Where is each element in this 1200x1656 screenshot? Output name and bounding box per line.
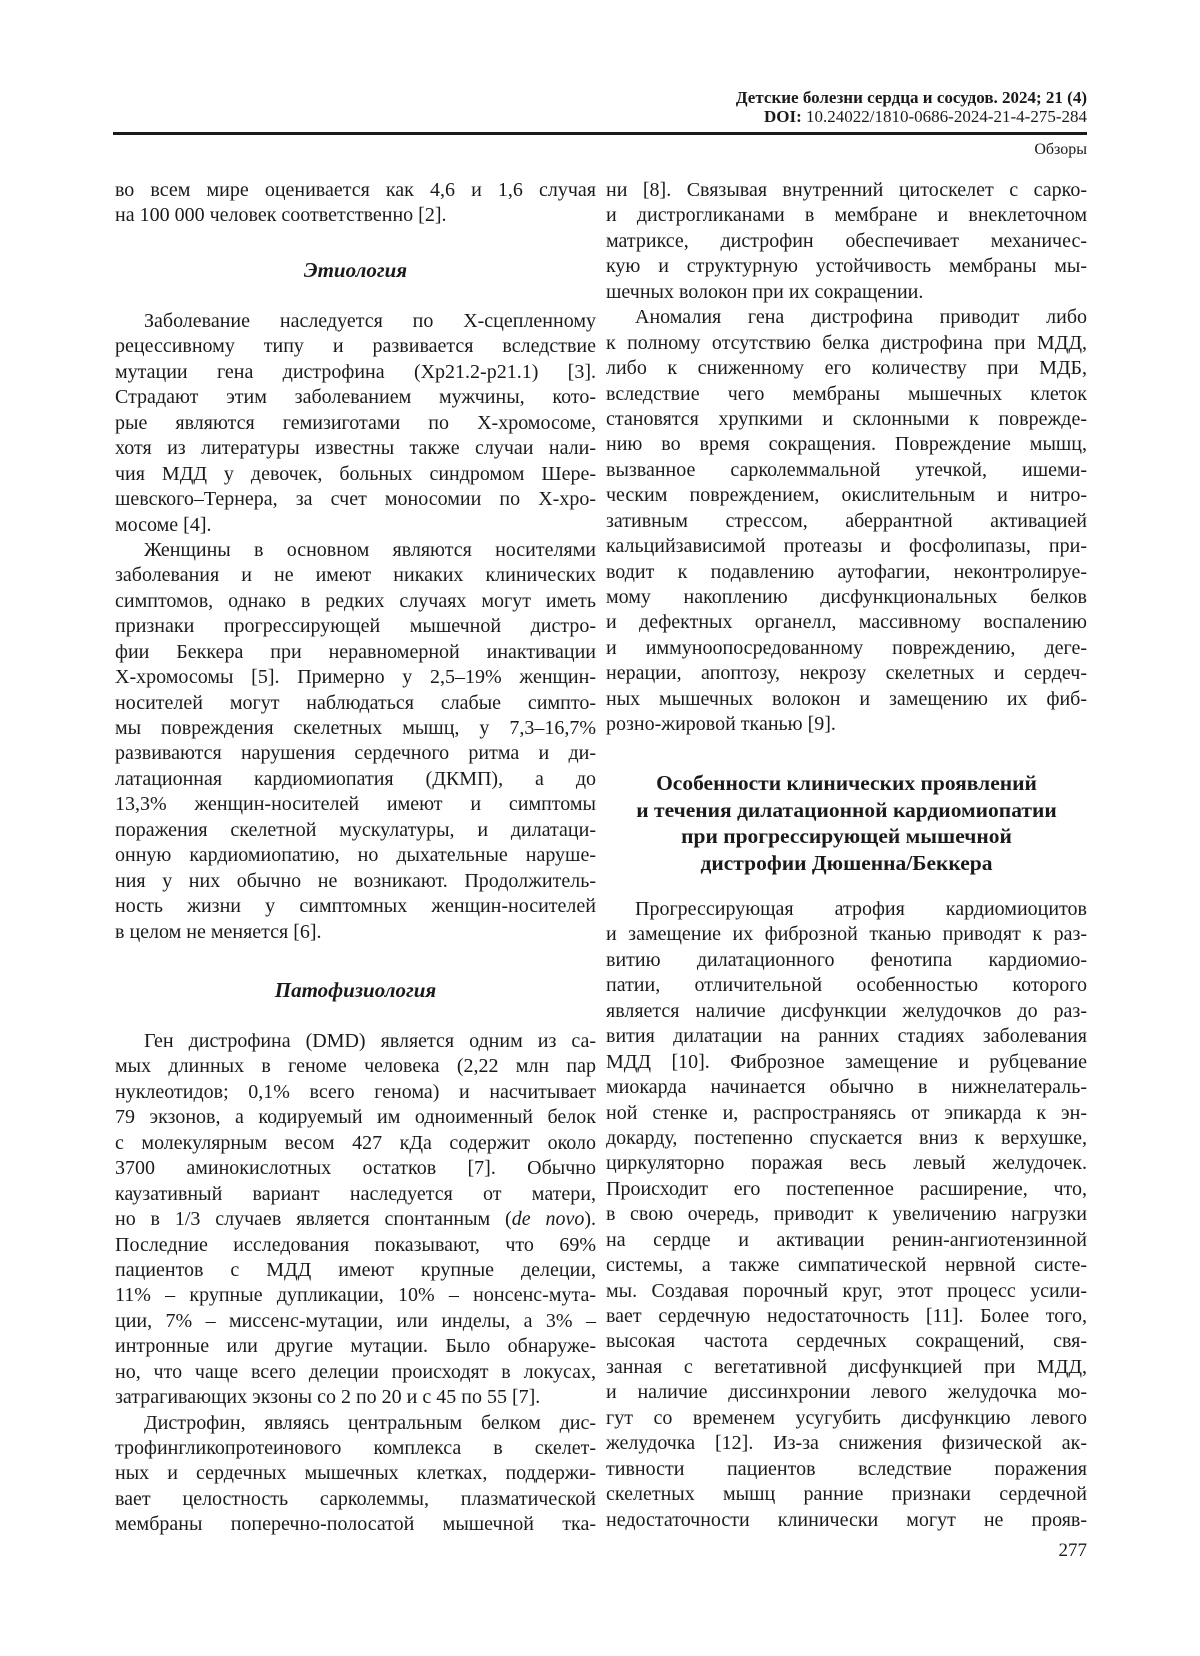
text-line: к полному отсутствию белка дистрофина при МДД, (606, 331, 1087, 356)
text-line: пациентов с МДД имеют крупные делеции, (115, 1258, 596, 1283)
text-line: МДД [10]. Фиброзное замещение и рубцевание (606, 1050, 1087, 1075)
text-line: тивности пациентов вследствие поражения (606, 1457, 1087, 1482)
text-line: Заболевание наследуется по Х-сцепленному (115, 309, 596, 334)
text-line: розно-жировой тканью [9]. (606, 712, 1087, 737)
text-line: поражения скелетной мускулатуры, и дилатаци- (115, 818, 596, 843)
text-line: рецессивному типу и развивается вследствие (115, 334, 596, 359)
text-line: интронные или другие мутации. Было обнаруже- (115, 1334, 596, 1359)
text-line: на 100 000 человек соответственно [2]. (115, 203, 596, 228)
text-segment: но в 1/3 случаев является спонтанным ( (115, 1208, 512, 1230)
text-line: трофингликопротеинового комплекса в скелет- (115, 1436, 596, 1461)
text-line: ния у них обычно не возникают. Продолжитель- (115, 869, 596, 894)
text-line: патии, отличительной особенностью которого (606, 973, 1087, 998)
text-line: нерации, апоптозу, некрозу скелетных и сердеч- (606, 661, 1087, 686)
text-line: Х-хромосомы [5]. Примерно у 2,5–19% женщин- (115, 665, 596, 690)
text-line: и замещение их фиброзной тканью приводят к раз- (606, 922, 1087, 947)
text-line: Ген дистрофина (DMD) является одним из са- (115, 1029, 596, 1054)
text-line: кальцийзависимой протеазы и фосфолипазы, при- (606, 534, 1087, 559)
text-line: затрагивающих экзоны со 2 по 20 и с 45 по 55 [7]. (115, 1385, 596, 1410)
section-heading-clinical (606, 770, 1087, 876)
text-line: ных и сердечных мышечных клетках, поддержи- (115, 1461, 596, 1486)
section-heading-etiology: Этиология (115, 257, 596, 283)
text-line: является наличие дисфункции желудочков до раз- (606, 999, 1087, 1024)
text-line: докарду, постепенно спускается вниз к верхушке, (606, 1126, 1087, 1151)
paragraph (115, 309, 596, 538)
text-line: мы. Создавая порочный круг, этот процесс усили- (606, 1279, 1087, 1304)
text-line: нуклеотидов; 0,1% всего генома) и насчитывает (115, 1080, 596, 1105)
text-line: недостаточности клинически могут не прояв- (606, 1508, 1087, 1533)
text-line: шевского–Тернера, за счет моносомии по Х-хро- (115, 487, 596, 512)
text-line: Прогрессирующая атрофия кардиомиоцитов (606, 897, 1087, 922)
section-heading-pathophysiology: Патофизиология (115, 977, 596, 1003)
paragraph (115, 538, 596, 945)
section-label: Обзоры (1034, 141, 1087, 159)
text-line: зативным стрессом, аберрантной активацией (606, 509, 1087, 534)
heading-line: и течения дилатационной кардиомиопатии (606, 797, 1087, 824)
text-line: каузативный вариант наследуется от матери, (115, 1182, 596, 1207)
text-line: Аномалия гена дистрофина приводит либо (606, 305, 1087, 330)
text-line: латационная кардиомиопатия (ДКМП), а до (115, 767, 596, 792)
text-line: становятся хрупкими и склонными к поврежде- (606, 407, 1087, 432)
page-number: 277 (1059, 1540, 1088, 1562)
text-line: ни [8]. Связывая внутренний цитоскелет с сарко- (606, 178, 1087, 203)
paragraph (606, 305, 1087, 737)
text-line: в свою очередь, приводит к увеличению нагрузки (606, 1202, 1087, 1227)
text-line: Страдают этим заболеванием мужчины, кото- (115, 385, 596, 410)
text-line: мы повреждения скелетных мышц, у 7,3–16,7% (115, 716, 596, 741)
text-line: в целом не меняется [6]. (115, 920, 596, 945)
text-line: с молекулярным весом 427 кДа содержит около (115, 1131, 596, 1156)
text-line: желудочка [12]. Из-за снижения физической ак- (606, 1431, 1087, 1456)
text-line: 13,3% женщин-носителей имеют и симптомы (115, 792, 596, 817)
header-rule (113, 132, 1087, 135)
paragraph (115, 1029, 596, 1411)
text-line: вает целостность сарколеммы, плазматической (115, 1487, 596, 1512)
text-line: ной стенке и, распространяясь от эпикарда к эн- (606, 1101, 1087, 1126)
text-line: вследствие чего мембраны мышечных клеток (606, 382, 1087, 407)
text-line: 3700 аминокислотных остатков [7]. Обычно (115, 1156, 596, 1181)
text-line: мых длинных в геноме человека (2,22 млн пар (115, 1054, 596, 1079)
text-line: вает сердечную недостаточность [11]. Более того, (606, 1304, 1087, 1329)
paragraphs-pathophysiology (115, 1029, 596, 1538)
text-line: мутации гена дистрофина (Xp21.2-p21.1) [3]. (115, 360, 596, 385)
paragraphs-clinical (606, 897, 1087, 1533)
doi-label: DOI: (764, 107, 802, 126)
doi-line (764, 107, 1087, 126)
text-line: скелетных мышц ранние признаки сердечной (606, 1482, 1087, 1507)
text-line (115, 1207, 596, 1232)
paragraph (606, 897, 1087, 1533)
text-line: матриксе, дистрофин обеспечивает механичес- (606, 229, 1087, 254)
text-line: вызванное сарколеммальной утечкой, ишеми- (606, 458, 1087, 483)
paragraph (115, 178, 596, 229)
text-line: во всем мире оценивается как 4,6 и 1,6 случая (115, 178, 596, 203)
paragraph (115, 1411, 596, 1538)
text-line: 79 экзонов, а кодируемый им одноименный белок (115, 1105, 596, 1130)
text-line: чия МДД у девочек, больных синдромом Шере- (115, 462, 596, 487)
text-line: фии Беккера при неравномерной инактивации (115, 640, 596, 665)
text-line: мому накоплению дисфункциональных белков (606, 585, 1087, 610)
text-line: высокая частота сердечных сокращений, свя- (606, 1329, 1087, 1354)
text-line: либо к сниженному его количеству при МДБ, (606, 356, 1087, 381)
paragraphs-continued (606, 178, 1087, 738)
text-line: развиваются нарушения сердечного ритма и ди- (115, 741, 596, 766)
text-line: носителей могут наблюдаться слабые симпто- (115, 691, 596, 716)
text-line: хотя из литературы известны также случаи нали- (115, 436, 596, 461)
text-line: и иммуноопосредованному повреждению, деге- (606, 636, 1087, 661)
text-line: занная с вегетативной дисфункцией при МДД, (606, 1355, 1087, 1380)
text-line: Дистрофин, являясь центральным белком дис- (115, 1411, 596, 1436)
text-line: водит к подавлению аутофагии, неконтролируе- (606, 560, 1087, 585)
text-line: гут со временем усугубить дисфункцию левого (606, 1406, 1087, 1431)
text-line: Последние исследования показывают, что 69% (115, 1233, 596, 1258)
text-line: Женщины в основном являются носителями (115, 538, 596, 563)
text-line: заболевания и не имеют никаких клинических (115, 563, 596, 588)
text-line: ции, 7% – миссенс-мутации, или инделы, а 3% – (115, 1309, 596, 1334)
text-segment: ). (584, 1208, 596, 1230)
heading-line: Особенности клинических проявлений (606, 770, 1087, 797)
text-line: и наличие диссинхронии левого желудочка мо- (606, 1380, 1087, 1405)
text-line: 11% – крупные дупликации, 10% – нонсенс-мута- (115, 1283, 596, 1308)
text-line: мосоме [4]. (115, 513, 596, 538)
text-line: рые являются гемизиготами по Х-хромосоме, (115, 411, 596, 436)
text-line: циркуляторно поражая весь левый желудочек. (606, 1151, 1087, 1176)
heading-line: дистрофии Дюшенна/Беккера (606, 850, 1087, 877)
text-line: ность жизни у симптомных женщин-носителей (115, 894, 596, 919)
text-line: шечных волокон при их сокращении. (606, 280, 1087, 305)
paragraph (606, 178, 1087, 305)
text-line: нию во время сокращения. Повреждение мышц, (606, 432, 1087, 457)
paragraphs-etiology (115, 309, 596, 945)
text-line: на сердце и активации ренин-ангиотензинной (606, 1228, 1087, 1253)
journal-title: Детские болезни сердца и сосудов. 2024; 21 (4) (736, 88, 1087, 107)
italic-text: de novo (512, 1208, 585, 1230)
text-line: кую и структурную устойчивость мембраны мы- (606, 254, 1087, 279)
doi-link[interactable]: 10.24022/1810-0686-2024-21-4-275-284 (806, 107, 1087, 126)
text-line: витию дилатационного фенотипа кардиомио- (606, 948, 1087, 973)
text-line: мембраны поперечно-полосатой мышечной тка- (115, 1512, 596, 1537)
text-line: и дистрогликанами в мембране и внеклеточном (606, 203, 1087, 228)
text-line: онную кардиомиопатию, но дыхательные наруше- (115, 843, 596, 868)
text-line: ных мышечных волокон и замещению их фиб- (606, 687, 1087, 712)
text-line: симптомов, однако в редких случаях могут иметь (115, 589, 596, 614)
text-line: Происходит его постепенное расширение, что, (606, 1177, 1087, 1202)
text-line: и дефектных органелл, массивному воспалению (606, 610, 1087, 635)
text-line: признаки прогрессирующей мышечной дистро- (115, 614, 596, 639)
text-line: системы, а также симпатической нервной систе- (606, 1253, 1087, 1278)
text-line: миокарда начинается обычно в нижнелатераль- (606, 1075, 1087, 1100)
text-line: ческим повреждением, окислительным и нитро- (606, 483, 1087, 508)
text-line: но, что чаще всего делеции происходят в локусах, (115, 1360, 596, 1385)
heading-line: при прогрессирующей мышечной (606, 823, 1087, 850)
text-line: вития дилатации на ранних стадиях заболевания (606, 1024, 1087, 1049)
